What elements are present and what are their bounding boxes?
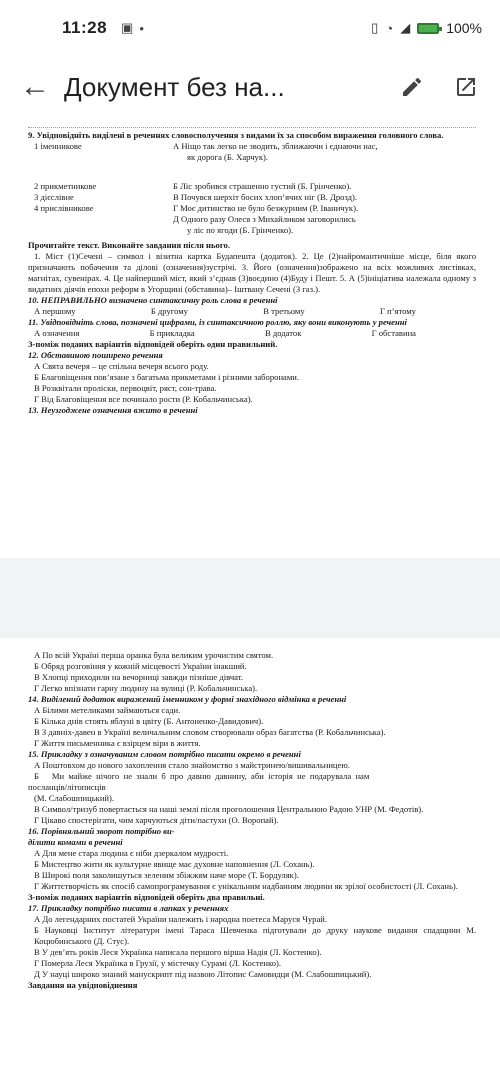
reading-text: 1. Міст (1)Сечені – символ і візитна картка Будапешта (додаток). 2. Це (2)найромантичніше місце, біля якого призначають побачення та ділові (означення)зустрічі. 3. Його (означення)зображено на всіх можливих листівках, магнітах, сувенірах. 4. Це найперший міст, який з’єднав (3)воєдино (4)Буду і Пешт. 5. А (5)ініціатива належала одному з видатних діячів епохи реформ в Угорщині (обставина)– Іштвану Сечені (З газ.). [28,251,476,294]
notification-icons [121,20,144,36]
q12-option: Г Від Благовіщення все починало рости (Р. Кобальчинська). [34,394,253,404]
q9-right: Б Ліс зробився страшенно густий (Б. Грінченко). [173,181,352,191]
q9-left: 2 прикметникове [34,181,97,191]
vibrate-icon: ▯ [371,20,379,35]
q14-option: Г Життя письменника є взірцем віри в життя. [34,738,201,748]
q17-option: Б Науковці Інститут літератури імені Тараса Шевченка підготували до друку наукове видання спадщини М. Коцюбинського (Д. Стус). [34,925,476,946]
q11-option: А означення [34,328,80,338]
q9-left: 1 іменникове [34,141,82,151]
q13-option: Г Легко впізнати гарну людину на вулиці (Р. Кобальчинська). [34,683,258,693]
question-16-cont: ділити комами в реченні [28,837,123,847]
q9-right: А Ніщо так легко не зводить, зближаючи і єднаючи нас, [173,141,378,151]
q9-left [28,214,173,225]
q13-option: Б Обряд розговіння у кожній місцевості України інакший. [34,661,247,671]
notification-dot-icon: • [139,20,144,36]
q15-option: Б Ми майже нічого не знали б про давню давнину, аби історія не подарувала нам [34,771,370,781]
signal-icon: ◢ [400,20,411,35]
q10-option: Г п’ятому [379,306,416,316]
q9-right: Д Одного разу Олеся з Михайликом заговорились [173,214,356,224]
q13-option: А По всій Україні перша оранка була великим урочистим святом. [34,650,274,660]
q16-option: В Широкі поля заколишуться зеленим збіжжям наче море (Т. Бордуляк). [34,870,299,880]
question-16: 16. Порівняльний зворот потрібно ви- [28,826,175,836]
open-in-new-icon[interactable] [446,67,486,107]
app-bar [0,56,500,118]
question-12: 12. Обставиною поширено речення [28,350,163,360]
q12-option: Б Благовіщення пов’язане з багатьма прикметами і різними заборонами. [34,372,300,382]
q9-left: 3 дієслівне [34,192,74,202]
wifi-icon: ◔ [385,20,394,36]
choose-one-instruction: З-поміж поданих варіантів відповідей оберіть один правильний. [28,339,278,349]
battery-percent: 100% [446,20,482,36]
q17-option: Д У науці широко знаний манускрипт під назвою Літопис Самовидця (М. Слабошпицький). [34,969,372,979]
status-right [371,20,482,36]
q14-option: Б Кілька днів стоять яблуні в цвіту (Б. Антоненко-Давидович). [34,716,264,726]
question-17: 17. Прикладку потрібно писати в лапках у реченнях [28,903,229,913]
edit-pencil-icon[interactable] [392,67,432,107]
q9-left [28,163,173,181]
q14-option: А Білими метеликами займаються сади. [34,705,181,715]
q17-option: А До легендарних постатей України належить і народна поетеса Маруся Чурай. [34,914,328,924]
q16-option: Б Мистецтво жити як культурне явище має духовне наповнення (Л. Сохань). [34,859,315,869]
q16-option: А Для мене стара людина є ніби дзеркалом мудрості. [34,848,229,858]
q9-left [28,225,173,236]
question-13: 13. Неузгоджене означення вжито в реченні [28,405,198,415]
status-bar [0,0,500,56]
document-title: Документ без на... [64,71,285,102]
battery-icon [417,23,439,34]
cut-off-line [28,122,476,128]
q9-left: 4 прислівникове [34,203,94,213]
question-14: 14. Виділений додаток виражений іменником у формі знахідного відмінка в реченні [28,694,347,704]
q10-option: В третьому [263,306,305,316]
q16-option: Г Життєтворчість як спосіб самопрограмування є унікальним надбанням людини як зрілої особистості (Л. Сохань). [34,881,458,891]
q10-option: А першому [34,306,76,316]
q15-option: В Символ/тризуб повертається на наші землі після проголошення Центральною Радою УНР (М. Федотів). [34,804,424,814]
document-page-2[interactable] [0,638,500,1083]
choose-two-instruction: З-поміж поданих варіантів відповідей оберіть два правильні. [28,892,265,902]
image-icon: ▣ [121,20,134,35]
q9-right: у ліс по ягоди (Б. Грінченко). [187,225,294,235]
q9-right: Г Моє дитинство не було безжурним (Р. Іваничук). [173,203,359,213]
q15-option: Г Цікаво спостерігати, чим харчуються діти/пастухи (О. Воропай). [34,815,279,825]
question-15: 15. Прикладку з означуваним словом потрібно писати окремо в реченні [28,749,301,759]
q13-option: В Хлопці приходили на вечорниці завжди пізніше дівчат. [34,672,244,682]
q17-option: Г Померла Леся Українка в Грузії, у містечку Сурамі (Л. Костенко). [34,958,282,968]
q14-option: В З давніх-давен в Україні величальним словом створювали образ багатства (Р. Кобальчинська). [34,727,386,737]
page-gap [0,558,500,638]
q11-option: Б прикладка [149,328,195,338]
q9-right: В Почувся шерхіт босих хлоп’ячих ніг (В. Дрозд). [173,192,358,202]
q9-right: як дорога (Б. Харчук). [187,152,269,162]
q11-option: Г обставина [371,328,416,338]
q15-option-cont: посланців/літописців [28,782,106,792]
q9-left [28,152,173,163]
read-task: Прочитайте текст. Виконайте завдання після нього. [28,240,230,250]
q15-option: А Поштовхом до нового захоплення стало знайомство з майстринею/вишивальницею. [34,760,350,770]
q12-option: В Розквітали проліски, первоцвіт, ряст, сон-трава. [34,383,217,393]
q11-option: В додаток [265,328,302,338]
q12-option: А Свята вечеря – це спільна вечеря всього роду. [34,361,209,371]
q15-option-cont: (М. Слабошпицький). [34,793,115,803]
q9-right [173,163,476,181]
back-arrow-icon[interactable]: ← [20,70,50,103]
question-9: 9. Увідповідніть виділені в реченнях словосполучення з видами їх за способом вираження головного слова. [28,130,444,140]
q17-option: В У дев’ять років Леся Українка написала першого вірша Надія (Л. Костенко). [34,947,322,957]
status-time: 11:28 [62,18,108,37]
question-11: 11. Увідповідніть слова, позначені цифрами, із синтаксичною роллю, яку вони виконують у реченні [28,317,407,327]
q10-option: Б другому [150,306,188,316]
question-10: 10. НЕПРАВИЛЬНО визначено синтаксичну роль слова в реченні [28,295,278,305]
matching-task-heading: Завдання на увідповіднення [28,980,138,990]
document-page-1[interactable] [0,118,500,558]
